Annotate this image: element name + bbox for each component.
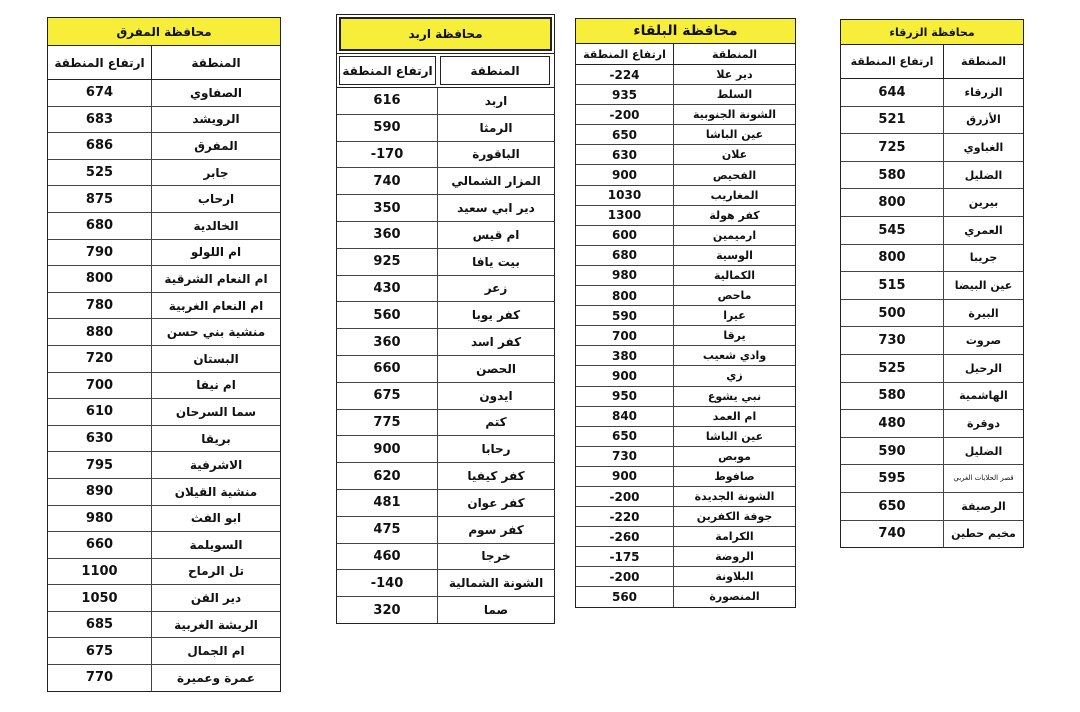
table-row [576,527,795,547]
elevation-cell: 980 [576,266,674,285]
table-body [576,65,795,607]
elevation-cell: 600 [576,226,674,245]
elevation-cell: 350 [337,195,438,221]
area-cell: خرجا [481,549,511,564]
table-row [576,547,795,567]
area-cell: نبي يشوع [707,389,762,403]
table-row [337,249,554,276]
table-title: محافظة اربد [339,17,552,51]
elevation-cell: 980 [48,506,152,532]
area-cell: البيرة [968,306,999,320]
table-row [841,217,1023,245]
elevation-cell: -170 [337,142,438,168]
area-cell: كفر سوم [468,522,524,537]
table-row [337,570,554,597]
elevation-cell: 700 [576,326,674,345]
table-body [337,88,554,623]
elevation-cell: 1300 [576,206,674,225]
elevation-cell: -200 [576,105,674,124]
elevation-cell: 900 [576,366,674,385]
table-row [337,168,554,195]
area-cell: ارميمين [712,228,757,242]
table-row [576,206,795,226]
elevation-cell: 730 [841,327,944,354]
elevation-cell: 686 [48,133,152,159]
header-area: المنطقة [440,56,550,85]
elevation-cell: 770 [48,665,152,691]
elevation-cell: -140 [337,570,438,596]
area-cell: الشونة الجنوبية [692,108,777,122]
table-row [48,665,280,691]
elevation-cell: 680 [576,246,674,265]
table-row [48,373,280,400]
elevation-cell: 360 [337,329,438,355]
table-row [576,387,795,407]
table-row [576,447,795,467]
elevation-cell: 725 [841,134,944,161]
table-row [841,493,1023,521]
table-row [841,272,1023,300]
elevation-cell: 683 [48,107,152,133]
area-cell: ام الجمال [187,644,245,659]
area-cell: تل الرماح [187,564,245,579]
table-row [48,133,280,160]
elevation-cell: 650 [576,427,674,446]
area-cell: البستان [193,351,239,366]
elevation-cell: 680 [48,213,152,239]
table-row [48,80,280,107]
elevation-cell: 660 [48,532,152,558]
elevation-cell: 616 [337,88,438,114]
area-cell: عين الباشا [705,128,764,142]
elevation-cell: 650 [576,125,674,144]
area-cell: الوسية [716,248,753,262]
table-row [337,222,554,249]
area-cell: ارحاب [197,192,235,207]
area-cell: الكمالية [713,268,756,282]
area-cell: كفر يوبا [471,308,521,323]
table-header-row [841,45,1023,79]
elevation-cell: 515 [841,272,944,299]
header-elevation: ارتفاع المنطقة [339,56,436,85]
table-row [337,597,554,623]
table-body [841,79,1023,547]
area-cell: ايدون [479,388,513,403]
elevation-cell: 620 [337,463,438,489]
elevation-cell: 740 [841,521,944,548]
elevation-cell: 650 [841,493,944,520]
elevation-cell: -175 [576,547,674,566]
elevation-cell: 590 [841,438,944,465]
table-title: محافظة البلقاء [576,19,795,44]
elevation-cell: 795 [48,452,152,478]
table-row [337,302,554,329]
elevation-cell: 630 [48,426,152,452]
table-row [337,329,554,356]
area-cell: كفر عوان [467,495,525,510]
elevation-cell: 500 [841,300,944,327]
area-cell: ابو الفث [190,511,242,526]
area-cell: كفر كيفيا [467,469,525,484]
elevation-cell: 775 [337,410,438,436]
area-cell: الشونة الجديدة [694,490,775,504]
area-cell: الشونة الشمالية [448,576,544,591]
table-row [337,463,554,490]
elevation-cell: 700 [48,373,152,399]
table-row [576,226,795,246]
elevation-cell: 580 [841,383,944,410]
table-row [48,559,280,586]
elevation-cell: -200 [576,487,674,506]
elevation-cell: 610 [48,399,152,425]
area-cell: دير القن [190,591,242,606]
area-cell: ماحص [717,289,752,303]
elevation-cell: 675 [337,383,438,409]
area-cell: البلاونة [715,570,754,584]
table-title: محافظة الزرقاء [841,20,1023,45]
table-row [48,452,280,479]
table-row [576,105,795,125]
area-cell: قصر الحلابات الغربي [953,474,1014,483]
area-cell: منشية القيلان [174,484,258,499]
elevation-cell: 780 [48,293,152,319]
area-cell: بريقا [201,431,231,446]
elevation-cell: 545 [841,217,944,244]
table-row [841,107,1023,135]
table-header-row [337,53,554,88]
table-row [576,186,795,206]
elevation-cell: 720 [48,346,152,372]
area-cell: الروضة [715,550,754,564]
table-row [841,521,1023,548]
table-row [48,479,280,506]
table-row [48,186,280,213]
area-cell: جابر [203,165,229,180]
table-row [576,366,795,386]
elevation-cell: 360 [337,222,438,248]
table-row [337,490,554,517]
table-row [337,276,554,303]
table-row [576,266,795,286]
area-cell: العمري [964,223,1003,237]
table-row [48,426,280,453]
table-row [48,293,280,320]
area-cell: الزرقاء [964,85,1003,99]
table-row [337,410,554,437]
elevation-cell: 675 [48,638,152,664]
area-cell: علان [721,148,748,162]
header-elevation: ارتفاع المنطقة [841,45,944,78]
area-cell: رحابا [481,442,511,457]
elevation-cell: 790 [48,240,152,266]
area-cell: ام اللولو [190,245,242,260]
elevation-cell: 800 [841,189,944,216]
table-row [841,465,1023,493]
area-cell: الصفاوي [189,85,243,100]
elevation-cell: 430 [337,276,438,302]
table-row [337,195,554,222]
elevation-cell: 1050 [48,585,152,611]
elevation-cell: 730 [576,447,674,466]
area-cell: زي [726,369,743,383]
area-cell: الريشة الغربية [174,617,258,632]
table-row [576,346,795,366]
elevation-cell: 800 [841,245,944,272]
area-cell: المنصورة [709,590,760,604]
table-row [841,383,1023,411]
table-title: محافظة المفرق [48,18,280,46]
area-cell: الاشرفية [189,458,243,473]
table-row [337,88,554,115]
table-row [576,467,795,487]
table-row [576,286,795,306]
area-cell: زعر [484,281,508,296]
elevation-cell: 320 [337,597,438,623]
table-body [48,80,280,691]
area-cell: السويلمة [189,537,243,552]
elevation-cell: 685 [48,612,152,638]
elevation-cell: 925 [337,249,438,275]
table-row [841,438,1023,466]
table-row [576,125,795,145]
area-cell: الضليل [964,444,1003,458]
header-elevation: ارتفاع المنطقة [576,44,674,64]
elevation-cell: 935 [576,85,674,104]
area-cell: الرويشد [192,112,240,127]
area-cell: الضليل [964,168,1003,182]
area-cell: عين الباشا [705,429,764,443]
table-row [337,142,554,169]
irbid-table [336,14,555,624]
area-cell: ام النعام الغربية [168,298,264,313]
table-row [576,165,795,185]
elevation-cell: 674 [48,80,152,106]
elevation-cell: -224 [576,65,674,84]
table-row [48,612,280,639]
elevation-cell: 1030 [576,186,674,205]
table-row [576,65,795,85]
zarqa-table [840,19,1024,548]
area-cell: دوقرة [966,416,1001,430]
elevation-cell: 644 [841,79,944,106]
table-row [337,383,554,410]
elevation-cell: 880 [48,319,152,345]
area-cell: سما السرحان [175,404,257,419]
area-cell: الهاشمية [959,389,1008,403]
elevation-cell: 580 [841,162,944,189]
elevation-cell: 460 [337,544,438,570]
table-row [576,487,795,507]
area-cell: مخيم حطين [951,527,1016,541]
elevation-cell: 950 [576,387,674,406]
table-row [337,544,554,571]
elevation-cell: 900 [576,467,674,486]
area-cell: ام النعام الشرقية [164,271,268,286]
elevation-cell: 380 [576,346,674,365]
elevation-cell: 560 [337,302,438,328]
area-cell: صافوط [714,469,755,483]
elevation-cell: 900 [576,165,674,184]
elevation-cell: 890 [48,479,152,505]
area-cell: يرقا [723,329,746,343]
elevation-cell: 525 [48,160,152,186]
table-row [48,107,280,134]
area-cell: جريبا [969,251,998,265]
area-cell: السلط [716,88,753,102]
area-cell: كفر هولة [709,208,760,222]
elevation-cell: 840 [576,407,674,426]
elevation-cell: 481 [337,490,438,516]
area-cell: عين البيضا [954,278,1013,292]
elevation-cell: -220 [576,507,674,526]
area-cell: بيت يافا [472,254,520,269]
elevation-cell: 1100 [48,559,152,585]
elevation-cell: 630 [576,145,674,164]
area-cell: موبص [718,449,751,463]
table-row [337,517,554,544]
area-cell: ام نيفا [196,378,236,393]
table-row [337,356,554,383]
elevation-cell: 900 [337,436,438,462]
table-row [841,355,1023,383]
table-row [48,638,280,665]
mafraq-table [47,17,281,692]
table-row [48,319,280,346]
elevation-cell: 875 [48,186,152,212]
table-row [841,245,1023,273]
area-cell: كتم [485,415,507,430]
table-row [576,306,795,326]
area-cell: الكرامة [715,530,754,544]
table-header-row [48,46,280,80]
elevation-cell: -260 [576,527,674,546]
elevation-cell: 800 [48,266,152,292]
area-cell: الرمثا [479,120,513,135]
elevation-cell: 660 [337,356,438,382]
header-area: المنطقة [711,47,758,61]
table-row [841,300,1023,328]
table-row [841,162,1023,190]
area-cell: دير علا [716,68,753,82]
area-cell: بيرين [968,196,999,210]
area-cell: الباقورة [472,147,520,162]
table-row [841,327,1023,355]
table-row [576,145,795,165]
area-cell: ام العمد [712,409,757,423]
table-row [48,266,280,293]
area-cell: وادي شعيب [702,349,767,363]
table-row [576,507,795,527]
table-row [576,246,795,266]
area-cell: المغاريب [710,188,759,202]
table-row [48,506,280,533]
elevation-cell: 475 [337,517,438,543]
elevation-cell: 521 [841,107,944,134]
area-cell: الغباوي [963,140,1004,154]
table-row [576,587,795,606]
balqa-table [575,18,796,608]
area-cell: عمرة وعميرة [176,670,256,685]
area-cell: جوفة الكفرين [696,510,773,524]
area-cell: عيرا [723,309,746,323]
area-cell: الفحيص [712,168,757,182]
table-row [48,585,280,612]
area-cell: المفرق [194,138,238,153]
area-cell: منشية بني حسن [166,325,266,340]
header-elevation: ارتفاع المنطقة [48,46,152,79]
table-row [576,407,795,427]
table-row [576,85,795,105]
area-cell: اربد [484,93,508,108]
table-header-row [576,44,795,65]
area-cell: الرصيفة [961,499,1006,513]
table-row [337,436,554,463]
table-row [841,134,1023,162]
table-row [841,189,1023,217]
elevation-cell: 800 [576,286,674,305]
header-area: المنطقة [960,55,1007,68]
elevation-cell: 595 [841,465,944,492]
area-cell: الأزرق [966,113,1001,127]
table-row [48,532,280,559]
table-row [48,160,280,187]
area-cell: الخالدية [193,218,239,233]
table-row [841,79,1023,107]
elevation-cell: -200 [576,567,674,586]
area-cell: ام قيس [472,227,520,242]
area-cell: المزار الشمالي [451,174,541,189]
table-row [337,115,554,142]
table-row [576,567,795,587]
header-area: المنطقة [191,55,241,70]
elevation-cell: 525 [841,355,944,382]
table-row [48,240,280,267]
area-cell: الرحيل [965,361,1002,375]
table-row [48,213,280,240]
area-cell: دير ابي سعيد [457,201,535,216]
table-row [841,410,1023,438]
elevation-cell: 480 [841,410,944,437]
table-row [576,326,795,346]
table-row [576,427,795,447]
table-row [48,346,280,373]
elevation-cell: 590 [337,115,438,141]
table-row [48,399,280,426]
elevation-cell: 590 [576,306,674,325]
area-cell: صروت [965,334,1002,348]
area-cell: الحصن [476,361,516,376]
area-cell: صما [483,603,509,618]
elevation-cell: 740 [337,168,438,194]
area-cell: كفر اسد [470,335,522,350]
elevation-cell: 560 [576,587,674,606]
